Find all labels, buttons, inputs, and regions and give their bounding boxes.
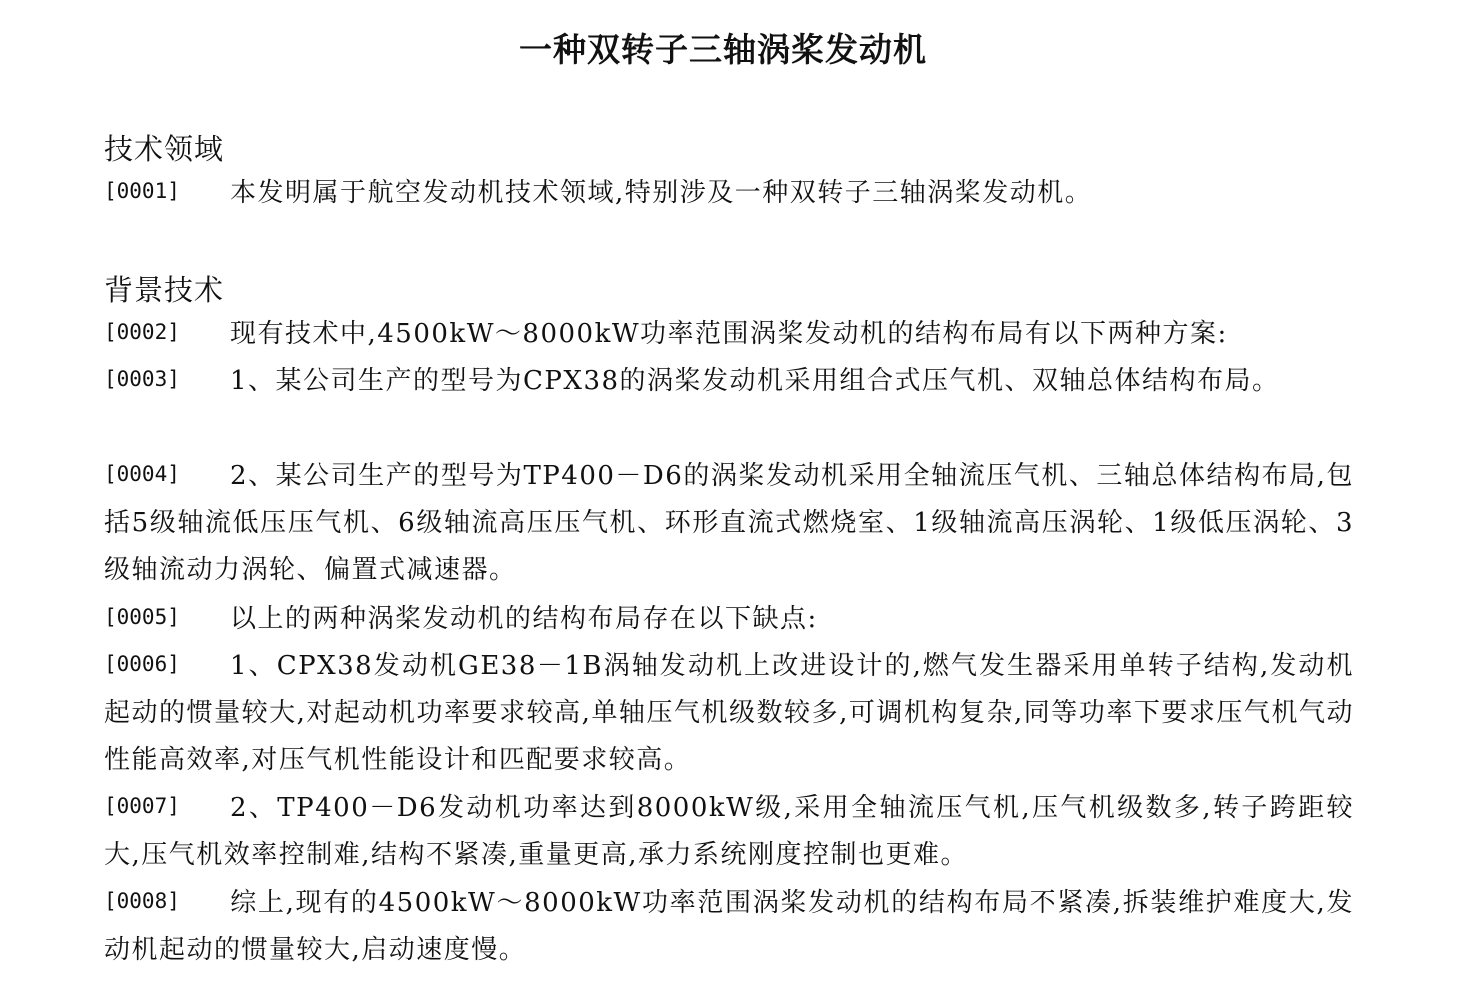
- paragraph-number: [0002]: [104, 320, 180, 344]
- paragraph-text: 本发明属于航空发动机技术领域,特别涉及一种双转子三轴涡桨发动机。: [230, 178, 1093, 208]
- paragraph-number: [0007]: [104, 794, 180, 818]
- paragraph-text: 现有技术中,4500kW～8000kW功率范围涡桨发动机的结构布局有以下两种方案:: [230, 319, 1228, 349]
- paragraph-text: 以上的两种涡桨发动机的结构布局存在以下缺点:: [230, 604, 818, 634]
- paragraph-0006: [104, 643, 1354, 784]
- paragraph-0005: [104, 596, 1354, 643]
- paragraph-0002: [104, 311, 1354, 358]
- paragraph-text: 1、CPX38发动机GE38－1B涡轴发动机上改进设计的,燃气发生器采用单转子结构,发动机起动的惯量较大,对起动机功率要求较高,单轴压气机级数较多,可调机构复杂,同等功率下要求压气机气动性能高效率,对压气机性能设计和匹配要求较高。: [104, 651, 1354, 775]
- paragraph-0001: [104, 170, 1354, 217]
- paragraph-text: 2、某公司生产的型号为TP400－D6的涡桨发动机采用全轴流压气机、三轴总体结构布局,包括5级轴流低压压气机、6级轴流高压压气机、环形直流式燃烧室、1级轴流高压涡轮、1级低压涡轮、3级轴流动力涡轮、偏置式减速器。: [104, 461, 1354, 585]
- paragraph-number: [0003]: [104, 367, 180, 391]
- paragraph-text: 1、某公司生产的型号为CPX38的涡桨发动机采用组合式压气机、双轴总体结构布局。: [230, 366, 1280, 396]
- paragraph-number: [0005]: [104, 605, 180, 629]
- paragraph-number: [0004]: [104, 462, 180, 486]
- paragraph-number: [0008]: [104, 889, 180, 913]
- document-title: 一种双转子三轴涡桨发动机: [519, 30, 927, 69]
- paragraph-0008: [104, 880, 1354, 974]
- paragraph-text: 综上,现有的4500kW～8000kW功率范围涡桨发动机的结构布局不紧凑,拆装维护难度大,发动机起动的惯量较大,启动速度慢。: [104, 888, 1354, 965]
- paragraph-0004: [104, 453, 1354, 594]
- paragraph-number: [0006]: [104, 652, 180, 676]
- section-heading-background-art: 背景技术: [104, 273, 225, 307]
- paragraph-0007: [104, 785, 1354, 879]
- section-heading-technical-field: 技术领域: [104, 132, 225, 166]
- paragraph-number: [0001]: [104, 179, 180, 203]
- paragraph-text: 2、TP400－D6发动机功率达到8000kW级,采用全轴流压气机,压气机级数多,转子跨距较大,压气机效率控制难,结构不紧凑,重量更高,承力系统刚度控制也更难。: [104, 793, 1354, 870]
- paragraph-0003: [104, 358, 1354, 405]
